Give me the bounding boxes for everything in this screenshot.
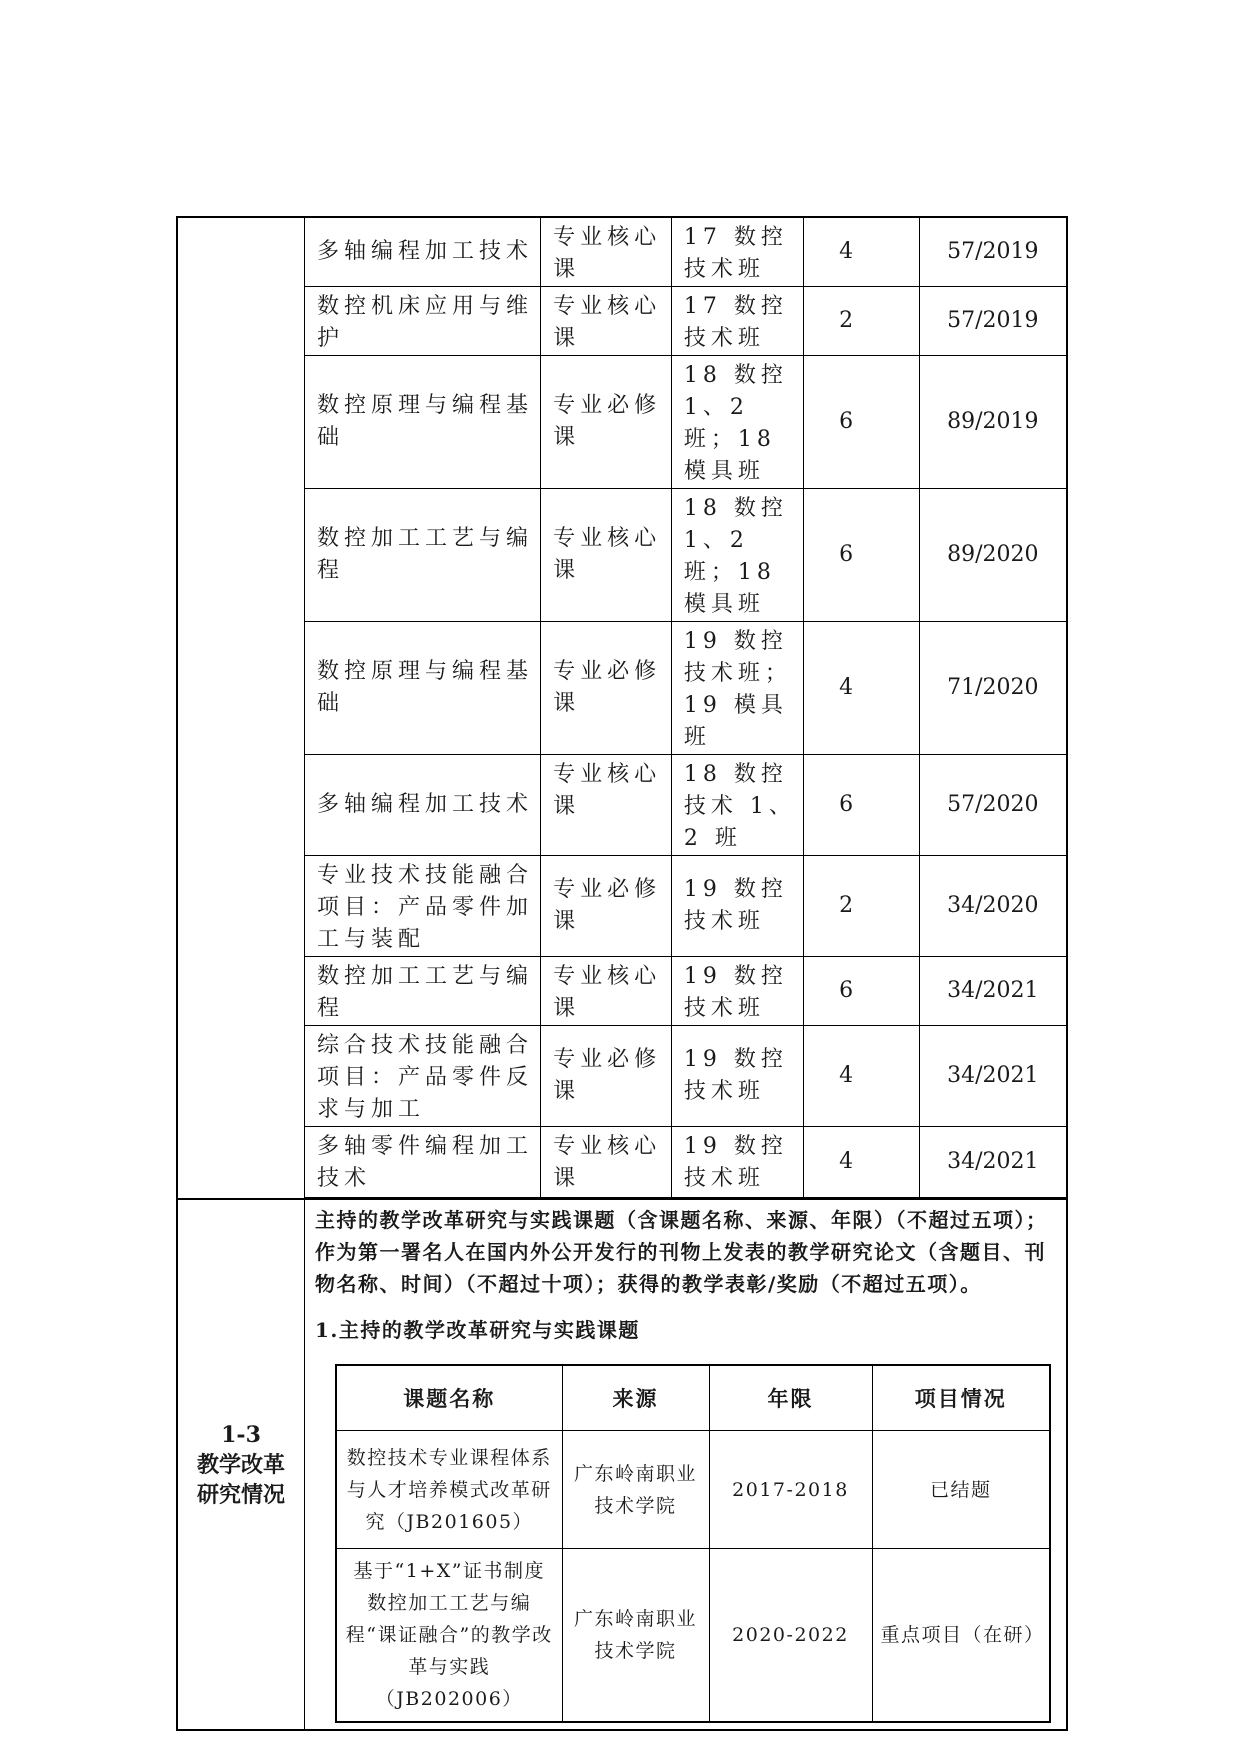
header-years: 年限: [709, 1365, 872, 1431]
weekly-hours: 4: [803, 218, 919, 287]
reform-content: [305, 1200, 1066, 1729]
header-status: 项目情况: [872, 1365, 1050, 1431]
course-type: 专业必修课: [541, 356, 672, 489]
students-year: 89/2019: [919, 356, 1066, 489]
course-classes: 19 数控技术班: [671, 1127, 803, 1198]
course-table: [305, 218, 1066, 1198]
weekly-hours: 2: [803, 287, 919, 356]
course-classes: 18 数控 1、2 班；18 模具班: [671, 356, 803, 489]
reform-subheading: 1.主持的教学改革研究与实践课题: [315, 1318, 640, 1342]
course-classes: 19 数控技术班: [671, 856, 803, 957]
course-name: 综合技术技能融合项目：产品零件反求与加工: [305, 1026, 541, 1127]
section-title-line2: 研究情况: [196, 1481, 285, 1508]
application-form-table: [176, 216, 1068, 1731]
students-year: 71/2020: [919, 622, 1066, 755]
reform-instructions: 主持的教学改革研究与实践课题（含课题名称、来源、年限）（不超过五项）；作为第一署名人在国内外公开发行的刊物上发表的教学研究论文（含题目、刊物名称、时间）（不超过十项）；获得的教学表彰/奖励（不超过五项）。: [315, 1208, 1048, 1296]
course-type: 专业核心课: [541, 489, 672, 622]
project-years: 2020-2022: [709, 1549, 872, 1723]
weekly-hours: 4: [803, 1127, 919, 1198]
table-row: [305, 1026, 1066, 1127]
table-row: [305, 287, 1066, 356]
reform-section-label: [178, 1200, 305, 1729]
table-row: [305, 755, 1066, 856]
section-title-line1: 教学改革: [196, 1451, 285, 1478]
weekly-hours: 2: [803, 856, 919, 957]
course-type: 专业核心课: [541, 218, 672, 287]
section-label-cell: [178, 218, 305, 1198]
weekly-hours: 6: [803, 356, 919, 489]
course-name: 多轴零件编程加工技术: [305, 1127, 541, 1198]
students-year: 57/2019: [919, 287, 1066, 356]
table-row: [305, 957, 1066, 1026]
course-name: 数控机床应用与维护: [305, 287, 541, 356]
students-year: 57/2019: [919, 218, 1066, 287]
course-name: 数控原理与编程基础: [305, 356, 541, 489]
students-year: 34/2020: [919, 856, 1066, 957]
course-type: 专业必修课: [541, 1026, 672, 1127]
course-classes: 17 数控技术班: [671, 287, 803, 356]
header-project-name: 课题名称: [336, 1365, 562, 1431]
weekly-hours: 6: [803, 957, 919, 1026]
students-year: 89/2020: [919, 489, 1066, 622]
course-classes: 18 数控技术 1、2 班: [671, 755, 803, 856]
reform-projects-table: [335, 1364, 1051, 1723]
students-year: 57/2020: [919, 755, 1066, 856]
table-row: [336, 1431, 1050, 1549]
weekly-hours: 6: [803, 755, 919, 856]
course-name: 多轴编程加工技术: [305, 755, 541, 856]
course-type: 专业必修课: [541, 856, 672, 957]
course-type: 专业核心课: [541, 287, 672, 356]
table-row: [305, 356, 1066, 489]
course-classes: 17 数控技术班: [671, 218, 803, 287]
course-type: 专业必修课: [541, 622, 672, 755]
table-row: [336, 1549, 1050, 1723]
section-number: 1-3: [221, 1421, 261, 1448]
course-name: 数控原理与编程基础: [305, 622, 541, 755]
project-status: 重点项目（在研）: [872, 1549, 1050, 1723]
table-row: [305, 1127, 1066, 1198]
weekly-hours: 4: [803, 1026, 919, 1127]
header-source: 来源: [562, 1365, 709, 1431]
course-type: 专业核心课: [541, 755, 672, 856]
project-status: 已结题: [872, 1431, 1050, 1549]
weekly-hours: 6: [803, 489, 919, 622]
table-row: [305, 489, 1066, 622]
project-name: 数控技术专业课程体系与人才培养模式改革研究（JB201605）: [336, 1431, 562, 1549]
course-classes: 18 数控 1、2 班；18 模具班: [671, 489, 803, 622]
course-name: 专业技术技能融合项目：产品零件加工与装配: [305, 856, 541, 957]
table-header-row: [336, 1365, 1050, 1431]
course-name: 多轴编程加工技术: [305, 218, 541, 287]
table-row: [305, 218, 1066, 287]
students-year: 34/2021: [919, 1127, 1066, 1198]
project-source: 广东岭南职业技术学院: [562, 1431, 709, 1549]
course-name: 数控加工工艺与编程: [305, 489, 541, 622]
course-name: 数控加工工艺与编程: [305, 957, 541, 1026]
weekly-hours: 4: [803, 622, 919, 755]
students-year: 34/2021: [919, 957, 1066, 1026]
table-row: [305, 622, 1066, 755]
course-classes: 19 数控技术班；19 模具班: [671, 622, 803, 755]
table-row: [305, 856, 1066, 957]
teaching-courses-section: [178, 218, 1066, 1198]
course-classes: 19 数控技术班: [671, 1026, 803, 1127]
project-name: 基于“1+X”证书制度数控加工工艺与编程“课证融合”的教学改革与实践（JB202006）: [336, 1549, 562, 1723]
teaching-reform-section: [178, 1198, 1066, 1729]
project-years: 2017-2018: [709, 1431, 872, 1549]
project-source: 广东岭南职业技术学院: [562, 1549, 709, 1723]
course-type: 专业核心课: [541, 957, 672, 1026]
course-classes: 19 数控技术班: [671, 957, 803, 1026]
course-type: 专业核心课: [541, 1127, 672, 1198]
students-year: 34/2021: [919, 1026, 1066, 1127]
